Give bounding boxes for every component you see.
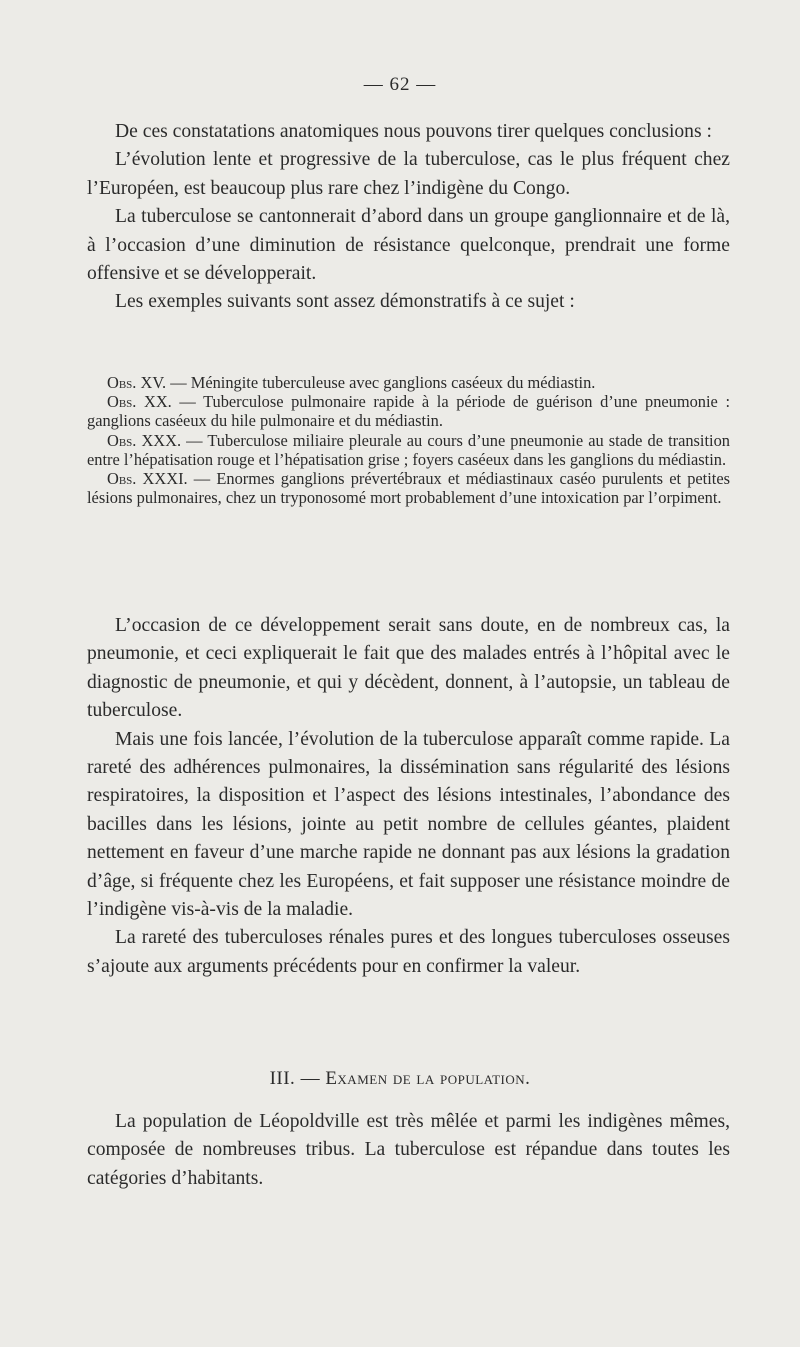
observation-text: — Tuberculose pulmonaire rapide à la période de guérison d’une pneumonie : ganglions caséeux du hile pulmonaire et du médiastin. — [87, 392, 730, 431]
observation-text: — Méningite tuberculeuse avec ganglions caséeux du médiastin. — [166, 373, 596, 392]
observation-item — [87, 431, 730, 469]
page-number: — 62 — — [363, 74, 437, 95]
observation-text: — Tuberculose miliaire pleurale au cours d’une pneumonie au stade de transition entre l’hépatisation rouge et l’hépatisation grise ; foyers caséeux dans les ganglions du médiastin. — [87, 430, 730, 469]
paragraph: L’évolution lente et progressive de la tuberculose, cas le plus fréquent chez l’Européen, est beaucoup plus rare chez l’indigène du Congo. — [87, 149, 730, 199]
body-text — [87, 612, 730, 981]
observations-list — [87, 373, 730, 507]
closing-text — [87, 1108, 730, 1193]
paragraph: Les exemples suivants sont assez démonstratifs à ce sujet : — [115, 291, 575, 313]
observation-text: — Enormes ganglions prévertébraux et médiastinaux caséo purulents et petites lésions pulmonaires, chez un tryponosomé mort probablement d’une intoxication par l’orpiment. — [87, 469, 730, 508]
observation-label: Obs. XXX. — [107, 430, 182, 450]
observation-label: Obs. XV. — [107, 373, 167, 392]
paragraph: De ces constatations anatomiques nous pouvons tirer quelques conclusions : — [115, 121, 712, 142]
section-heading — [0, 1068, 800, 1090]
observation-label: Obs. XX. — [107, 392, 172, 412]
section-dash: — — [295, 1068, 326, 1089]
observation-item — [87, 373, 730, 392]
section-number: III. — [269, 1068, 296, 1089]
paragraph: L’occasion de ce développement serait sans doute, en de nombreux cas, la pneumonie, et ceci expliquerait le fait que des malades entrés à l’hôpital avec le diagnostic de pneumonie, et qui y décèdent, donnent, à l’autopsie, un tableau de tuberculose. — [87, 615, 730, 722]
paragraph: La rareté des tuberculoses rénales pures et des longues tuberculoses osseuses s’ajoute aux arguments précédents pour en confirmer la valeur. — [87, 927, 730, 977]
observation-item — [87, 469, 730, 507]
paragraph: La population de Léopoldville est très mêlée et parmi les indigènes mêmes, composée de nombreuses tribus. La tuberculose est répandue dans toutes les catégories d’habitants. — [87, 1111, 730, 1189]
paragraph: Mais une fois lancée, l’évolution de la tuberculose apparaît comme rapide. La rareté des adhérences pulmonaires, la dissémination sans régularité des lésions respiratoires, la disposition et l’aspect des lésions intestinales, l’abondance des bacilles dans les lésions, jointe au petit nombre de cellules géantes, plaident nettement en faveur d’une marche rapide ne donnant pas aux lésions la gradation d’âge, si fréquente chez les Européens, et fait supposer une résistance moindre de l’indigène vis-à-vis de la maladie. — [87, 728, 730, 921]
observation-label: Obs. XXXI. — [107, 469, 188, 489]
section-title: Examen de la population. — [325, 1068, 531, 1089]
observation-item — [87, 392, 730, 430]
paragraph: La tuberculose se cantonnerait d’abord dans un groupe ganglionnaire et de là, à l’occasion d’une diminution de résistance quelconque, prendrait une forme offensive et se développerait. — [87, 206, 730, 285]
intro-text — [87, 118, 730, 317]
